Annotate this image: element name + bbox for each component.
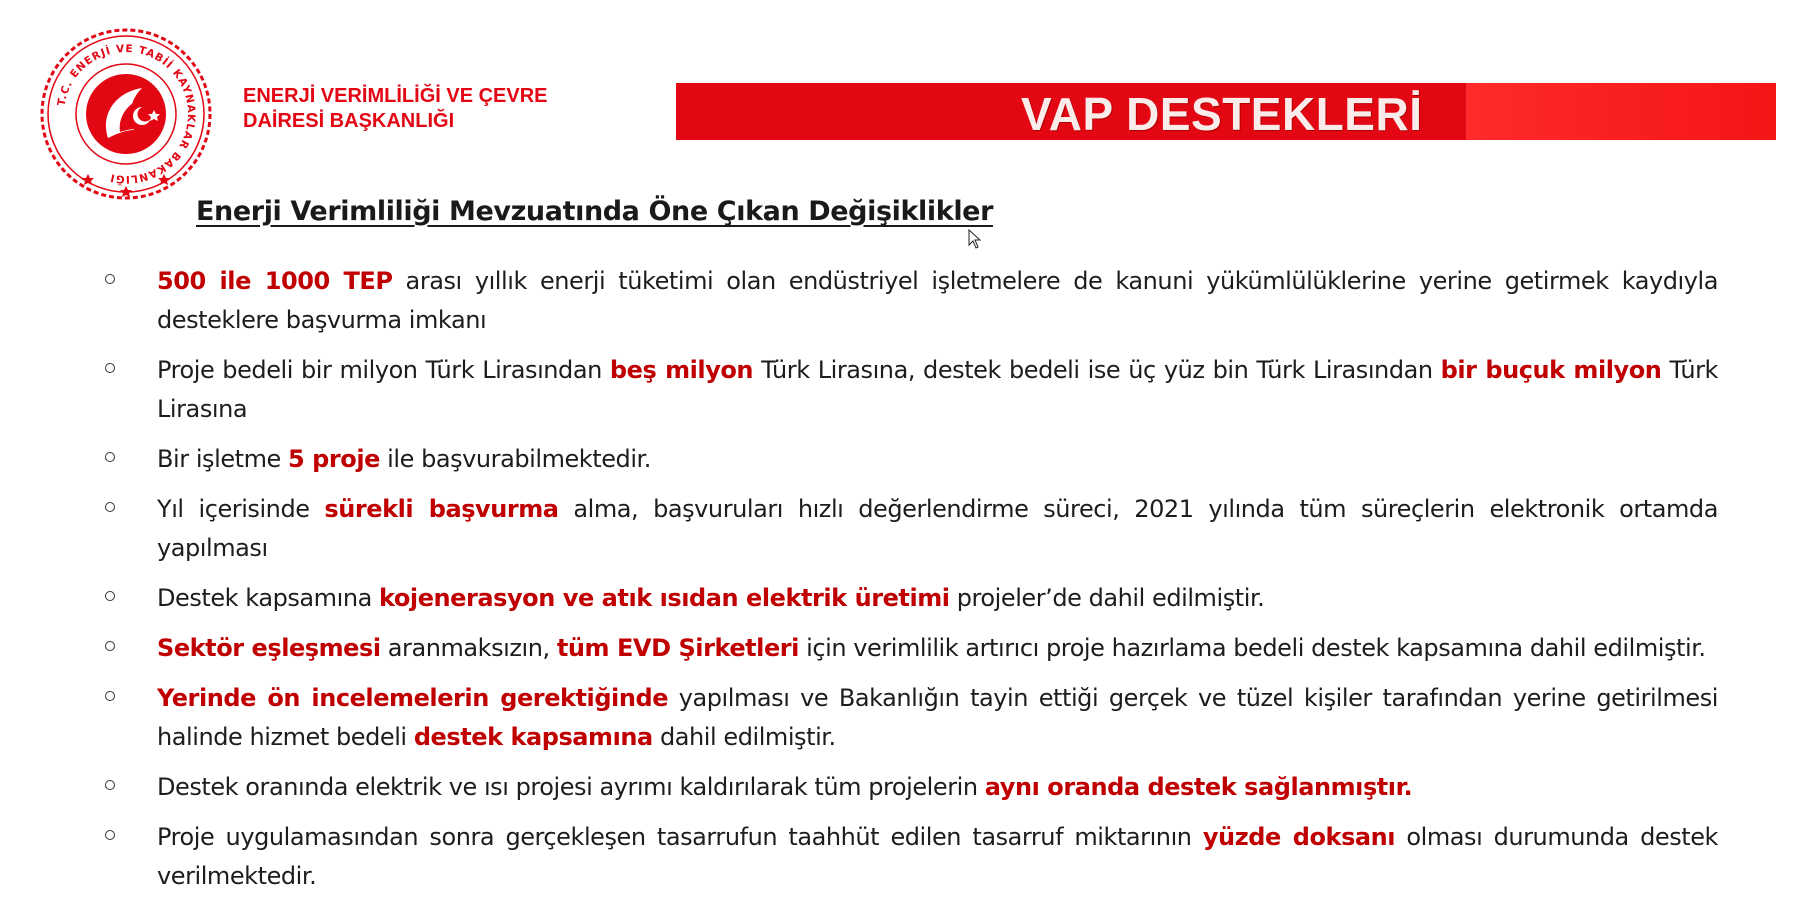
list-item xyxy=(102,351,1718,429)
body-text: Türk Lirasına, destek bedeli ise üç yüz bin Türk Lirasından xyxy=(753,356,1441,384)
body-text: dahil edilmiştir. xyxy=(652,723,836,751)
bullet-circle-icon xyxy=(105,452,115,462)
list-item xyxy=(102,440,1718,479)
body-text: Bir işletme xyxy=(157,445,289,473)
department-line-2: DAİRESİ BAŞKANLIĞI xyxy=(243,110,455,132)
list-item-text xyxy=(157,768,1718,807)
list-item xyxy=(102,818,1718,896)
body-text: projeler’de dahil edilmiştir. xyxy=(949,584,1265,612)
list-item xyxy=(102,629,1718,668)
list-item-text xyxy=(157,679,1718,757)
body-text: Proje uygulamasından sonra gerçekleşen tasarrufun taahhüt edilen tasarruf miktarının xyxy=(157,823,1203,851)
body-text: aranmaksızın, xyxy=(380,634,557,662)
bullet-circle-icon xyxy=(105,502,115,512)
highlighted-text: 500 ile 1000 TEP xyxy=(157,267,393,295)
bullet-circle-icon xyxy=(105,641,115,651)
banner-title: VAP DESTEKLERİ xyxy=(1021,88,1423,140)
highlighted-text: aynı oranda destek sağlanmıştır. xyxy=(984,773,1413,801)
list-item-text xyxy=(157,818,1718,896)
body-text: için verimlilik artırıcı proje hazırlama bedeli destek kapsamına dahil edilmiştir. xyxy=(798,634,1706,662)
body-text: yapılması ve Bakanlığın tayin ettiği gerçek ve tüzel kişiler tarafından yerine getirilmesi halinde hizmet bedeli xyxy=(157,684,1718,751)
body-text: Proje bedeli bir milyon Türk Lirasından xyxy=(157,356,610,384)
highlighted-text: Yerinde ön incelemelerin gerektiğinde xyxy=(157,684,669,712)
body-text: Türk Lirasına xyxy=(157,356,1718,423)
list-item-text xyxy=(157,490,1718,568)
highlighted-text: bir buçuk milyon xyxy=(1440,356,1662,384)
highlighted-text: tüm EVD Şirketleri xyxy=(556,634,799,662)
body-text: Destek kapsamına xyxy=(157,584,380,612)
list-item xyxy=(102,579,1718,618)
body-text: alma, başvuruları hızlı değerlendirme süreci, 2021 yılında tüm süreçlerin elektronik ortamda yapılması xyxy=(157,495,1718,562)
bullet-circle-icon xyxy=(105,274,115,284)
list-item-text xyxy=(157,579,1718,618)
body-text: Destek oranında elektrik ve ısı projesi ayrımı kaldırılarak tüm projelerin xyxy=(157,773,985,801)
body-text: Yıl içerisinde xyxy=(157,495,325,523)
bullet-circle-icon xyxy=(105,363,115,373)
bullet-circle-icon xyxy=(105,830,115,840)
svg-text:T.C. ENERJİ VE TABİİ KAYNAKLAR: T.C. ENERJİ VE TABİİ KAYNAKLAR BAKANLIĞI xyxy=(55,42,198,186)
title-banner xyxy=(676,83,1776,140)
highlighted-text: destek kapsamına xyxy=(413,723,653,751)
body-text: olması durumunda destek verilmektedir. xyxy=(157,823,1718,890)
ministry-seal-logo xyxy=(38,26,214,202)
highlighted-text: beş milyon xyxy=(609,356,754,384)
change-list xyxy=(102,262,1718,907)
department-name xyxy=(243,84,548,134)
highlighted-text: sürekli başvurma xyxy=(324,495,559,523)
highlighted-text: Sektör eşleşmesi xyxy=(157,634,381,662)
bullet-circle-icon xyxy=(105,591,115,601)
bullet-circle-icon xyxy=(105,691,115,701)
highlighted-text: yüzde doksanı xyxy=(1202,823,1396,851)
list-item xyxy=(102,262,1718,340)
list-item xyxy=(102,768,1718,807)
highlighted-text: 5 proje xyxy=(288,445,380,473)
department-line-1: ENERJİ VERİMLİLİĞİ VE ÇEVRE xyxy=(243,85,548,107)
body-text: arası yıllık enerji tüketimi olan endüstriyel işletmelere de kanuni yükümlülüklerine yerine getirmek kaydıyla desteklere başvurma imkanı xyxy=(157,267,1718,334)
banner-accent xyxy=(1466,83,1776,140)
list-item-text xyxy=(157,440,1718,479)
highlighted-text: kojenerasyon ve atık ısıdan elektrik üretimi xyxy=(379,584,950,612)
mouse-pointer-icon xyxy=(968,229,982,250)
bullet-circle-icon xyxy=(105,780,115,790)
page-heading: Enerji Verimliliği Mevzuatında Öne Çıkan Değişiklikler xyxy=(196,196,993,227)
list-item-text xyxy=(157,351,1718,429)
list-item-text xyxy=(157,262,1718,340)
body-text: ile başvurabilmektedir. xyxy=(379,445,651,473)
list-item-text xyxy=(157,629,1718,668)
list-item xyxy=(102,679,1718,757)
list-item xyxy=(102,490,1718,568)
